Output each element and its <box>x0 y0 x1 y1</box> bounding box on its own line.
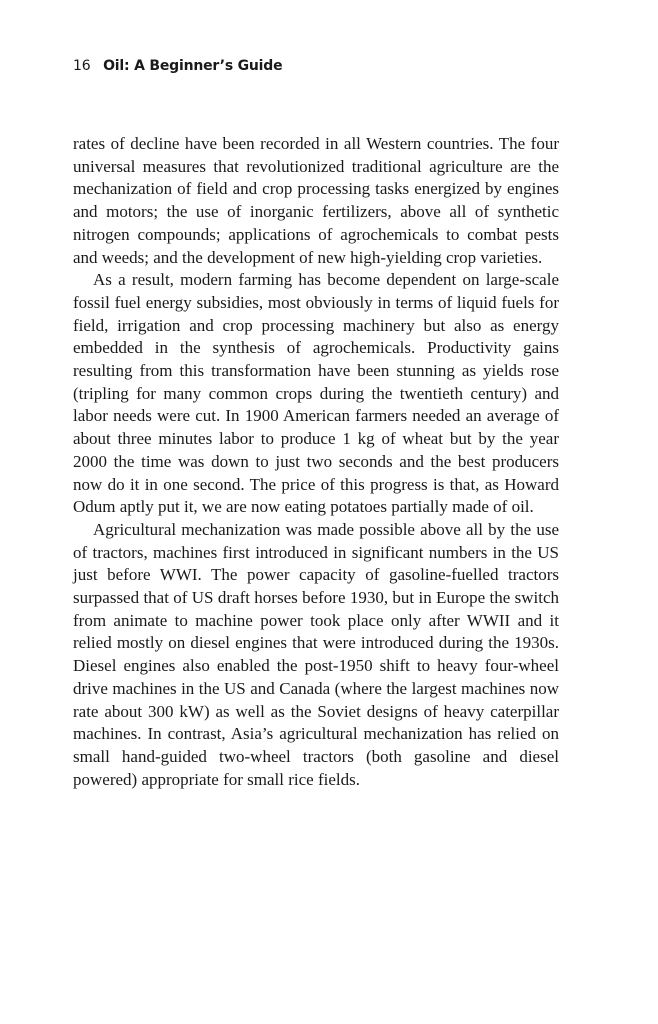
book-title: Oil: A Beginner’s Guide <box>103 58 283 74</box>
paragraph-modern-farming: As a result, modern farming has become dependent on large-scale fossil fuel energy subsidies, most obviously in terms of liquid fuels for field, irrigation and crop processing machinery but also as energy embedded in the synthesis of agrochemicals. Productivity gains resulting from this transformation have been stunning as yields rose (tripling for many common crops during the twentieth century) and labor needs were cut. In 1900 American farmers needed an average of about three minutes labor to produce 1 kg of wheat but by the year 2000 the time was down to just two seconds and the best producers now do it in one second. The price of this progress is that, as Howard Odum aptly put it, we are now eating potatoes partially made of oil. <box>73 270 559 517</box>
paragraph-continued: rates of decline have been recorded in all Western countries. The four universal measures that revolutionized traditional agriculture are the mechanization of field and crop processing tasks energized by engines and motors; the use of inorganic fertilizers, above all of synthetic nitrogen compounds; applications of agrochemicals to combat pests and weeds; and the development of new high-yielding crop varieties. <box>73 134 559 267</box>
body-text <box>73 133 559 791</box>
paragraph-mechanization: Agricultural mechanization was made possible above all by the use of tractors, machines first introduced in significant numbers in the US just before WWI. The power capacity of gasoline-fuelled tractors surpassed that of US draft horses before 1930, but in Europe the switch from animate to machine power took place only after WWII and it relied mostly on diesel engines that were introduced during the 1930s. Diesel engines also enabled the post-1950 shift to heavy four-wheel drive machines in the US and Canada (where the largest machines now rate about 300 kW) as well as the Soviet designs of heavy caterpillar machines. In contrast, Asia’s agricultural mechanization has relied on small hand-guided two-wheel tractors (both gasoline and diesel powered) appropriate for small rice fields. <box>73 519 559 789</box>
page-number: 16 <box>73 58 91 74</box>
running-head <box>73 58 282 74</box>
